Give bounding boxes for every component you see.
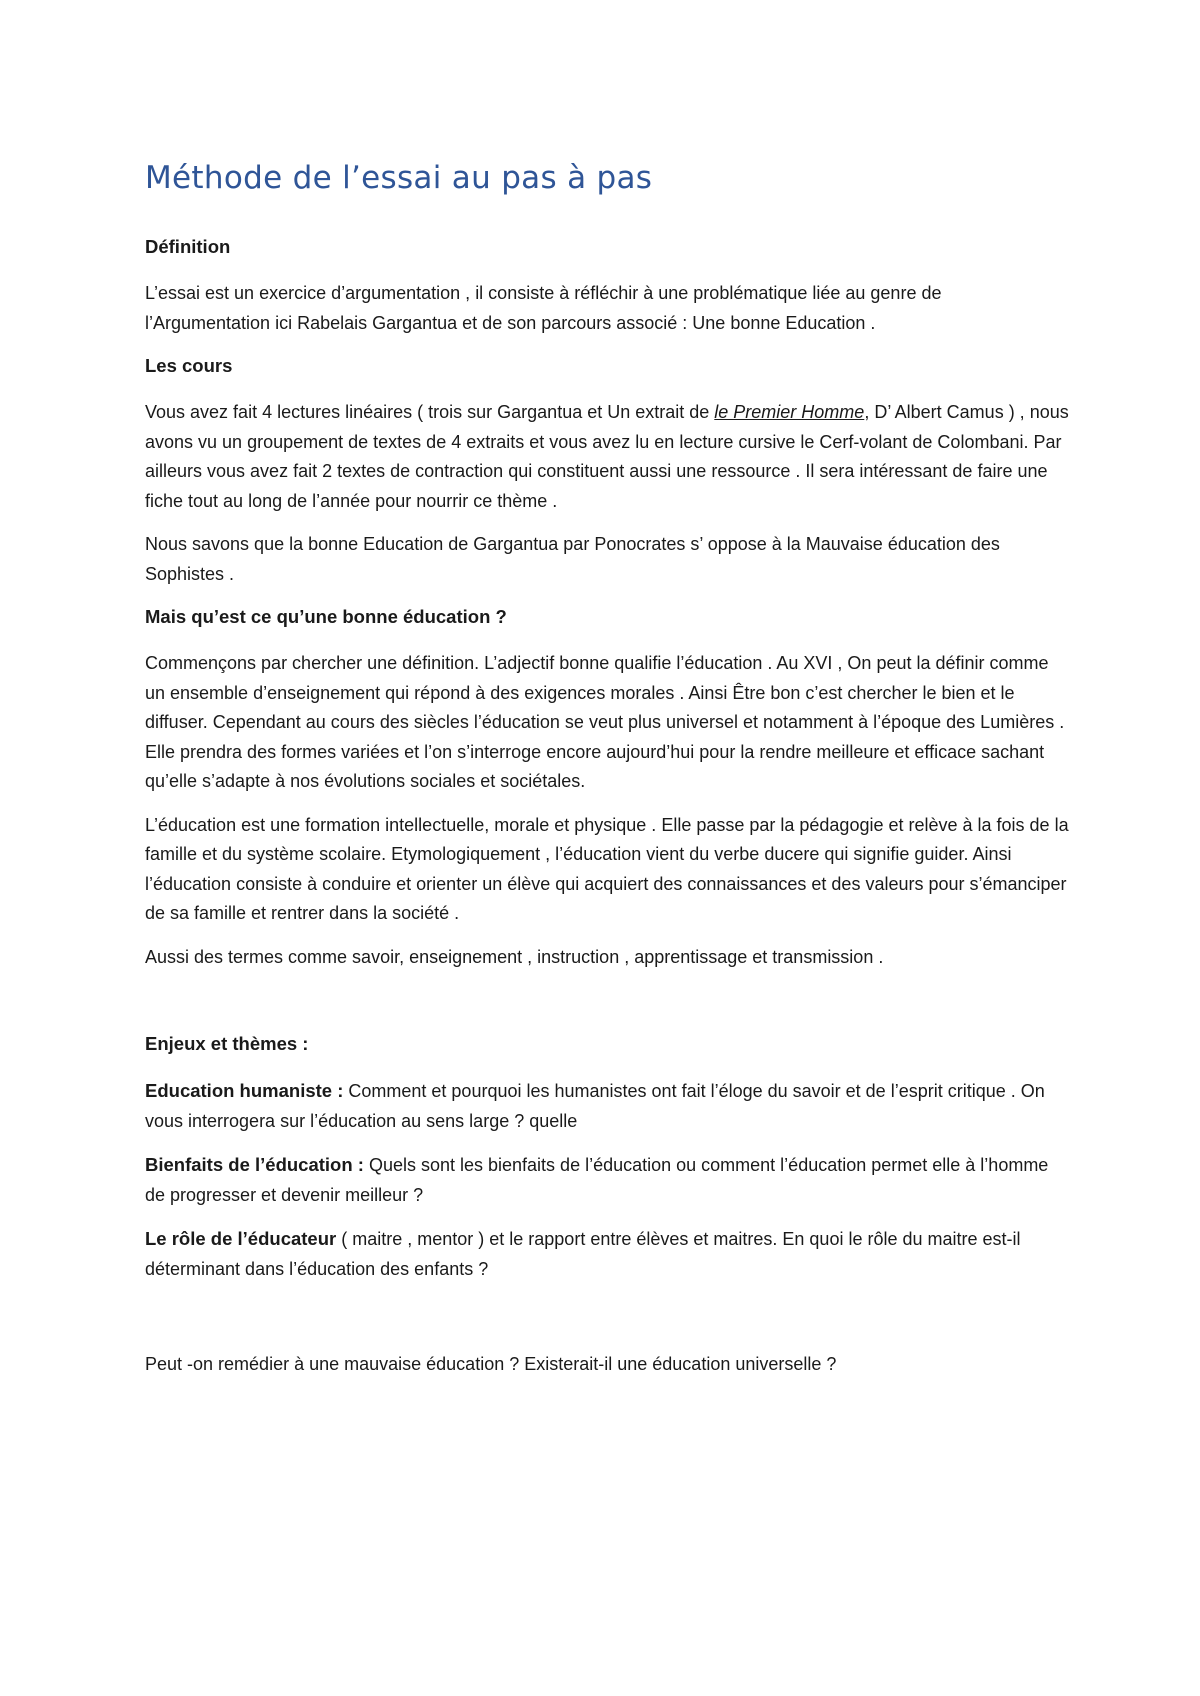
cours-text-after: , D’ Albert Camus ) , nous avons vu un groupement de textes de 4 extraits et vous avez lu en lecture cursive le Cerf-volant de Colombani. Par ailleurs vous avez fait 2 textes de contraction qui constituent aussi une ressource . Il sera intéressant de faire une fiche tout au long de l’année pour nourrir ce thème .	[145, 402, 1069, 511]
enjeux-item-text: Quels sont les bienfaits de l’éducation ou comment l’éducation permet elle à l’homme de progresser et devenir meilleur ?	[145, 1155, 1049, 1205]
document-page	[145, 160, 1070, 1394]
enjeux-item-lead: Education humaniste :	[145, 1080, 344, 1101]
paragraph-question-3: Aussi des termes comme savoir, enseignement , instruction , apprentissage et transmission .	[145, 946, 884, 967]
spacer	[145, 986, 1070, 1030]
cours-text-before: Vous avez fait 4 lectures linéaires ( trois sur Gargantua et Un extrait de	[145, 402, 715, 422]
spacer	[145, 1298, 1070, 1350]
heading-question: Mais qu’est ce qu’une bonne éducation ?	[145, 606, 507, 627]
paragraph-question-1: Commençons par chercher une définition. L’adjectif bonne qualifie l’éducation . Au XVI , On peut la définir comme un ensemble d’enseignement qui répond à des exigences morales . Ainsi Être bon c’est chercher le bien et le diffuser. Cependant au cours des siècles l’éducation se veut plus universel et notamment à l’époque des Lumières . Elle prendra des formes variées et l’on s’interroge encore aujourd’hui pour la rendre meilleure et efficace sachant qu’elle s’adapte à nos évolutions sociales et sociétales.	[145, 653, 1065, 791]
enjeux-item-text: ( maitre , mentor ) et le rapport entre élèves et maitres. En quoi le rôle du maitre est-il déterminant dans l’éducation des enfants ?	[145, 1229, 1021, 1279]
enjeux-item	[145, 1150, 1070, 1210]
paragraph-question-2: L’éducation est une formation intellectuelle, morale et physique . Elle passe par la pédagogie et relève à la fois de la famille et du système scolaire. Etymologiquement , l’éducation vient du verbe ducere qui signifie guider. Ainsi l’éducation consiste à conduire et orienter un élève qui acquiert des connaissances et des valeurs pour s’émanciper de sa famille et rentrer dans la société .	[145, 814, 1069, 923]
heading-les-cours: Les cours	[145, 355, 233, 376]
enjeux-item-lead: Bienfaits de l’éducation :	[145, 1154, 364, 1175]
enjeux-item-text: Comment et pourquoi les humanistes ont fait l’éloge du savoir et de l’esprit critique . On vous interrogera sur l’éducation au sens large ? quelle	[145, 1081, 1045, 1131]
enjeux-item-lead: Le rôle de l’éducateur	[145, 1228, 337, 1249]
enjeux-item	[145, 1224, 1070, 1284]
heading-definition: Définition	[145, 236, 231, 257]
heading-enjeux: Enjeux et thèmes :	[145, 1033, 309, 1054]
closing-questions: Peut -on remédier à une mauvaise éducation ? Existerait-il une éducation universelle ?	[145, 1354, 837, 1374]
paragraph-cours-2: Nous savons que la bonne Education de Gargantua par Ponocrates s’ oppose à la Mauvaise éducation des Sophistes .	[145, 534, 1000, 584]
enjeux-item	[145, 1076, 1070, 1136]
book-title-premier-homme: le Premier Homme	[714, 402, 865, 422]
paragraph-cours-1	[145, 398, 1070, 516]
paragraph-definition: L’essai est un exercice d’argumentation , il consiste à réfléchir à une problématique liée au genre de l’Argumentation ici Rabelais Gargantua et de son parcours associé : Une bonne Education .	[145, 283, 942, 333]
document-title: Méthode de l’essai au pas à pas	[145, 160, 653, 196]
